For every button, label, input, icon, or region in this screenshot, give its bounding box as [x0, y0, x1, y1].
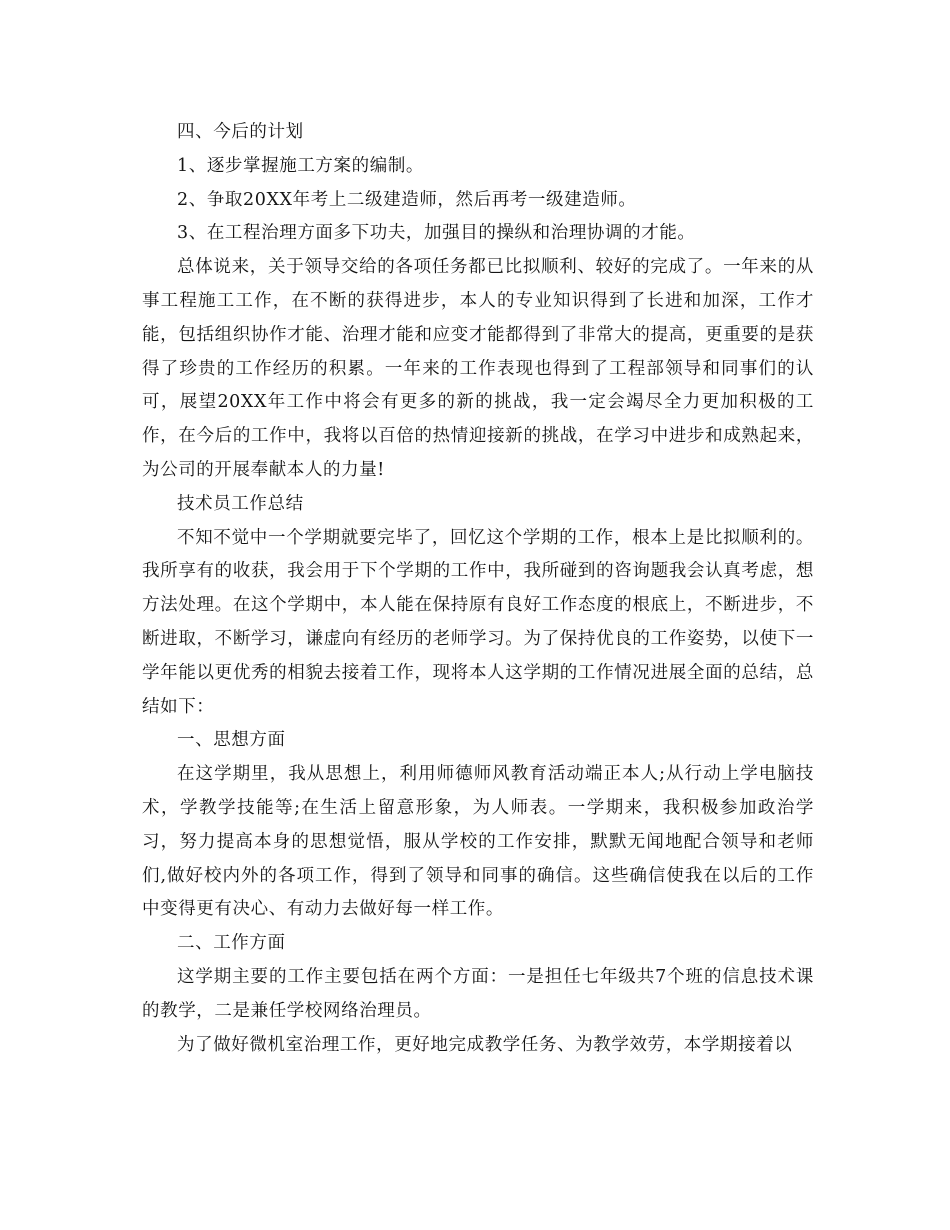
document-title-technician-summary: 技术员工作总结: [177, 493, 304, 514]
section-heading-work: 二、工作方面: [177, 933, 286, 954]
thought-paragraph: 在这学期里，我从思想上，利用师德师风教育活动端正本人;从行动上学电脑技术，学教学技能等;在生活上留意形象，为人师表。一学期来，我积极参加政治学习，努力提高本身的思想觉悟，服从学校的工作安排，默默无闻地配合领导和老师们,做好校内外的各项工作，得到了领导和同事的确信。这些确信使我在以后的工作中变得更有决心、有动力去做好每一样工作。: [142, 764, 814, 920]
plan-item-1: 1、逐步掌握施工方案的编制。: [177, 155, 425, 176]
plan-item-2: 2、争取20XX年考上二级建造师，然后再考一级建造师。: [177, 189, 637, 210]
section-heading-thought: 一、思想方面: [177, 730, 286, 751]
document-body: [142, 116, 814, 1062]
plan-item-3: 3、在工程治理方面多下功夫，加强目的操纵和治理协调的才能。: [177, 223, 696, 244]
summary-paragraph: 总体说来，关于领导交给的各项任务都已比拟顺利、较好的完成了。一年来的从事工程施工工作，在不断的获得进步，本人的专业知识得到了长进和加深，工作才能，包括组织协作才能、治理才能和应变才能都得到了非常大的提高，更重要的是获得了珍贵的工作经历的积累。一年来的工作表现也得到了工程部领导和同事们的认可，展望20XX年工作中将会有更多的新的挑战，我一定会竭尽全力更加积极的工作，在今后的工作中，我将以百倍的热情迎接新的挑战，在学习中进步和成熟起来，为公司的开展奉献本人的力量!: [142, 257, 814, 480]
section-heading-future-plan: 四、今后的计划: [177, 122, 304, 142]
intro-paragraph: 不知不觉中一个学期就要完毕了，回忆这个学期的工作，根本上是比拟顺利的。我所享有的收获，我会用于下个学期的工作中，我所碰到的咨询题我会认真考虑，想方法处理。在这个学期中，本人能在保持原有良好工作态度的根底上，不断进步，不断进取，不断学习，谦虚向有经历的老师学习。为了保持优良的工作姿势，以使下一学年能以更优秀的相貌去接着工作，现将本人这学期的工作情况进展全面的总结，总结如下：: [142, 527, 814, 717]
lab-management-paragraph: 为了做好微机室治理工作，更好地完成教学任务、为教学效劳，本学期接着以: [177, 1034, 793, 1055]
work-paragraph: 这学期主要的工作主要包括在两个方面：一是担任七年级共7个班的信息技术课的教学，二是兼任学校网络治理员。: [142, 966, 814, 1021]
